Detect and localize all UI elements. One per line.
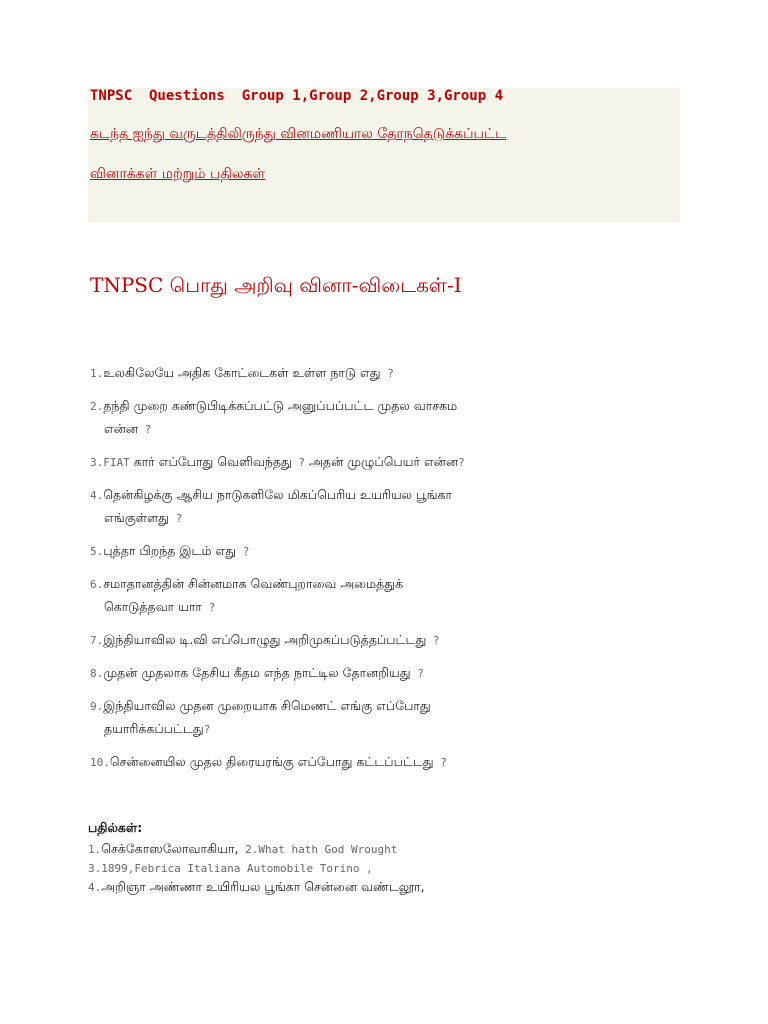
question-text-prefix: FIAT <box>103 456 130 469</box>
answer-line-3 <box>88 878 688 897</box>
header-link-line-1[interactable]: கடந்த ஐந்து வருடத்திலிருந்து வினமணியால தோநதெடுக்கப்பட்ட <box>90 126 507 142</box>
question-number: 8. <box>90 667 104 680</box>
question-number: 4. <box>90 489 104 502</box>
page-title: TNPSC பொது அறிவு வினா-விடைகள்-I <box>90 273 462 297</box>
question-mark: ? <box>426 634 440 647</box>
answer-text-4: அறிஞா அண்ணா உயிரியல பூங்கா சென்னை வண்டலூா, <box>101 879 425 894</box>
question-text: தந்தி முறை கண்டுபிடிக்கப்பட்டு அனுப்பப்பட்ட முதல வாசகம <box>103 398 458 413</box>
question-text: இந்தியாவில முதன முறையாக சிமெணட் எங்கு எப்போது <box>103 698 431 713</box>
question-3 <box>90 451 690 474</box>
question-text: முதன் முதலாக தேசிய கீதம எந்த நாட்டில தோனறியது <box>103 665 411 680</box>
header-link-line-2[interactable]: வினாக்கள் மற்றும் பதிலகள் <box>90 166 266 182</box>
question-continuation <box>90 507 690 530</box>
question-text: தென்கிழக்கு ஆசிய நாடுகளிலே மிகப்பெரிய உயரியல பூங்கா <box>103 487 453 502</box>
question-mark: ? <box>380 367 394 380</box>
question-2 <box>90 395 690 441</box>
question-continuation <box>90 596 690 619</box>
question-mark: ? <box>138 423 152 436</box>
question-text: உலகிலேயே அதிக கோட்டைகள் உள்ள நாடு எது <box>103 365 381 380</box>
question-10 <box>90 751 690 774</box>
answer-line-1 <box>88 840 688 859</box>
answers-heading: பதில்கள்: <box>88 820 143 835</box>
answer-text-3: 3.1899,Febrica Italiana Automobile Torino , <box>88 862 373 875</box>
answer-text: செக்கோஸலோவாகியா, <box>101 841 239 856</box>
answer-line-2 <box>88 859 688 878</box>
question-number: 1. <box>90 367 104 380</box>
question-6 <box>90 573 690 619</box>
question-continuation-text: தயாரிக்கப்பட்டது <box>104 721 204 736</box>
question-text-2: அதன் முழுப்பெயர் என்ன <box>305 454 458 469</box>
question-mark-2: ? <box>457 456 465 469</box>
question-continuation-text: கொடுத்தவா யாா <box>104 599 202 614</box>
question-mark: ? <box>169 512 183 525</box>
question-5 <box>90 540 690 563</box>
question-text: இந்தியாவில டி.வி எப்பொழுது அறிமுகப்படுத்தப்பட்டது <box>103 632 427 647</box>
question-mark: ? <box>291 456 306 469</box>
question-text: சமாதானத்தின் சின்னமாக வெண்புறாவை அமைத்துக் <box>103 576 404 591</box>
answers-section <box>88 818 688 897</box>
header-box <box>88 88 680 222</box>
question-7 <box>90 629 690 652</box>
question-number: 5. <box>90 545 104 558</box>
question-continuation <box>90 418 690 441</box>
question-continuation <box>90 718 690 741</box>
question-text: புத்தா பிறந்த இடம் எது <box>103 543 237 558</box>
question-number: 7. <box>90 634 104 647</box>
answer-number: 1. <box>88 843 102 856</box>
question-number: 3. <box>90 456 104 469</box>
question-mark: ? <box>203 723 211 736</box>
answer-number: 4. <box>88 881 102 894</box>
question-1 <box>90 362 690 385</box>
question-text: கார் எப்போது வெளிவந்தது <box>129 454 292 469</box>
header-title: TNPSC Questions Group 1,Group 2,Group 3,Group 4 <box>90 88 504 104</box>
question-continuation-text: எங்குள்ளது <box>104 510 170 525</box>
question-mark: ? <box>201 601 216 614</box>
question-4 <box>90 484 690 530</box>
question-mark: ? <box>236 545 250 558</box>
question-number: 6. <box>90 578 104 591</box>
question-9 <box>90 695 690 741</box>
question-number: 2. <box>90 400 104 413</box>
question-mark: ? <box>433 756 447 769</box>
question-text: சென்னையில முதல திரையரங்கு எப்போது கட்டப்பட்டது <box>109 754 434 769</box>
question-mark: ? <box>410 667 424 680</box>
question-number: 10. <box>90 756 110 769</box>
question-continuation-text: என்ன <box>104 421 138 436</box>
question-number: 9. <box>90 700 104 713</box>
answer-text-2: 2.What hath God Wrought <box>238 843 398 856</box>
question-list <box>90 362 690 784</box>
question-8 <box>90 662 690 685</box>
